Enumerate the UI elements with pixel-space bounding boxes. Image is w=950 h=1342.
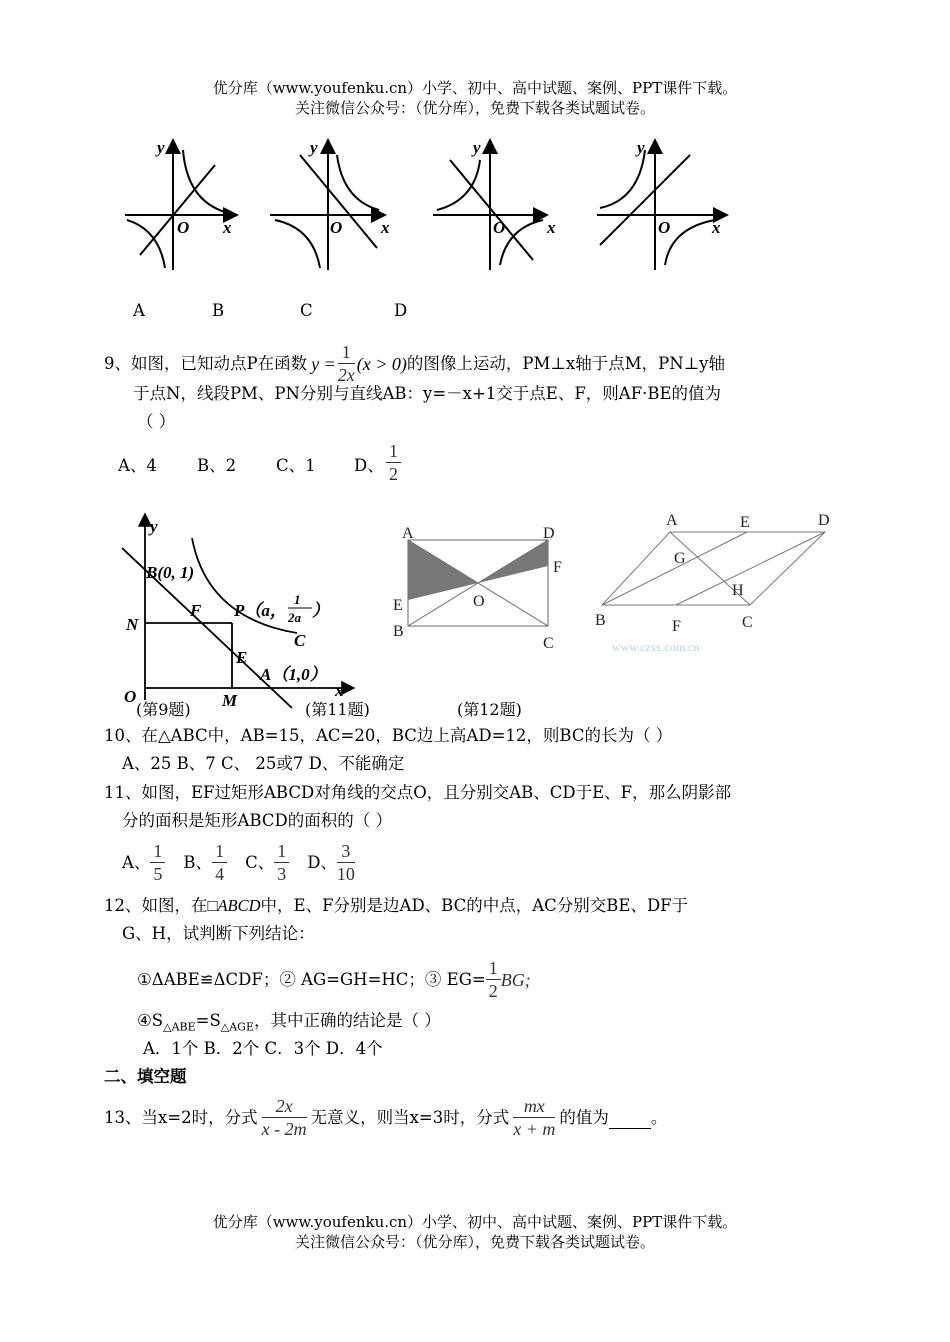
q12-concl1-text: ①ΔABE≌ΔCDF；② AG=GH=HC；③ EG= (137, 969, 486, 989)
q10-options: A、25 B、7 C、 25或7 D、不能确定 (122, 754, 405, 773)
q9-line1-pre: 9、如图，已知动点P在函数 (104, 353, 308, 373)
graph-label-c: C (300, 301, 313, 320)
header-line-1: 优分库（www.youfenku.cn）小学、初中、高中试题、案例、PPT课件下载。 (212, 79, 738, 97)
q9-optd-num: 1 (386, 440, 401, 463)
graph-d-x: x (712, 218, 721, 237)
q9-optd-den: 2 (389, 464, 398, 484)
fig9-m: M (222, 691, 238, 710)
q11-opt-b-label: B、 (183, 852, 213, 872)
caption-fig11: (第11题) (305, 700, 370, 719)
fig12-watermark: www.czsx.com.cn (612, 640, 700, 654)
fig9-c: C (294, 631, 306, 650)
q11-opt-b-den: 4 (215, 864, 225, 884)
q12-concl1-den: 2 (488, 981, 498, 1001)
q13-line (104, 1095, 667, 1140)
graph-options-figure (115, 120, 745, 280)
fig12-a: A (666, 512, 678, 529)
graph-b (270, 142, 383, 270)
fig12-g: G (674, 550, 686, 567)
q11-opt-c-label: C、 (245, 852, 275, 872)
q11-opt-b-num: 1 (212, 840, 227, 863)
q12-line1-post: 中，E、F分别是边AD、BC的中点，AC分别交BE、DF于 (260, 896, 689, 915)
q9-line-2: 于点N，线段PM、PN分别与直线AB：y=－x+1交于点E、F，则AF·BE的值为 (133, 384, 722, 403)
graph-label-d: D (394, 301, 408, 320)
q12-conclusion-1 (137, 957, 531, 1002)
graph-b-y: y (310, 138, 318, 157)
q12-line1-pre: 12、如图，在 (104, 896, 208, 915)
q12-concl2-eq: =S (195, 1011, 221, 1030)
figure-11 (388, 518, 578, 658)
graph-a-y: y (157, 138, 165, 157)
q11-opt-a-den: 5 (153, 864, 163, 884)
q11-opt-c-num: 1 (274, 840, 289, 863)
q11-opt-d-frac (337, 840, 355, 885)
q9-line1-post: 的图像上运动，PM⊥x轴于点M，PN⊥y轴 (406, 353, 725, 373)
figure-9 (112, 508, 362, 713)
q9-line-3: （ ） (137, 412, 176, 431)
q9-option-a: A、4 (118, 456, 157, 475)
q12-concl2-sub2: △AGE (220, 1020, 255, 1034)
q9-func-num: 1 (338, 341, 355, 364)
q9-option-d-fraction (386, 440, 401, 485)
q11-line-1: 11、如图，EF过矩形ABCD对角线的交点O，且分别交AB、CD于E、F，那么阴影部 (104, 783, 732, 802)
q11-line-2: 分的面积是矩形ABCD的面积的（ ） (122, 811, 392, 830)
q12-conclusion-2 (137, 1010, 441, 1038)
q9-func-fraction (338, 341, 355, 386)
q12-line-2: G、H，试判断下列结论： (122, 924, 315, 943)
footer-line-1: 优分库（www.youfenku.cn）小学、初中、高中试题、案例、PPT课件下载。 (212, 1213, 738, 1231)
fig11-f: F (553, 559, 562, 576)
graph-c-origin: O (493, 218, 506, 237)
q12-concl2-s1: ④S (137, 1011, 164, 1030)
q12-options: A．1个 B．2个 C．3个 D．4个 (143, 1039, 383, 1058)
graph-c-x: x (547, 218, 556, 237)
graph-d-y: y (637, 138, 645, 157)
caption-fig12: (第12题) (457, 700, 522, 719)
q11-opt-d-den: 10 (336, 864, 355, 884)
fig9-a: A（1,0） (260, 665, 327, 684)
fig11-a: A (402, 525, 414, 542)
q13-fraction-2 (513, 1095, 555, 1140)
q9-func-den: 2x (337, 365, 355, 385)
q12-concl2-tail: ，其中正确的结论是（ ） (254, 1011, 441, 1030)
fig12-e: E (740, 514, 750, 531)
q12-parallelogram: □ABCD (207, 896, 261, 915)
fig9-p-close: ） (312, 601, 329, 620)
fig9-f: F (190, 601, 202, 620)
fig11-o: O (473, 593, 485, 610)
fig9-x: x (335, 681, 344, 700)
q11-opt-a-frac (150, 840, 165, 885)
q13-fraction-1 (262, 1095, 307, 1140)
q13-f1-den: x - 2m (261, 1119, 307, 1139)
graph-d (597, 142, 725, 270)
graph-b-origin: O (330, 218, 343, 237)
q11-opt-a-num: 1 (150, 840, 165, 863)
q12-concl1-tail: BG; (500, 969, 531, 990)
q9-option-c: C、1 (276, 456, 316, 475)
fig12-c: C (742, 614, 753, 631)
graph-a-origin: O (177, 218, 190, 237)
q11-opt-a-label: A、 (122, 852, 151, 872)
q13-pre: 13、当x=2时，分式 (104, 1107, 258, 1127)
graph-b-x: x (381, 218, 390, 237)
q13-f1-num: 2x (262, 1095, 307, 1118)
fig12-b: B (595, 612, 606, 629)
q9-func-y: y = (311, 353, 336, 374)
q11-opt-c-den: 3 (277, 864, 287, 884)
q9-option-d: D、 (354, 456, 384, 475)
q12-line-1 (104, 895, 688, 917)
fig9-o: O (124, 687, 137, 706)
section-2-title: 二、填空题 (104, 1067, 187, 1086)
fig9-p: P（a， (234, 601, 287, 620)
q11-options (122, 840, 355, 885)
caption-fig9: (第9题) (136, 700, 191, 719)
graph-label-a: A (133, 301, 145, 320)
fig9-y: y (150, 517, 158, 536)
graph-c (433, 142, 545, 270)
q12-concl2-sub1: △ABE (163, 1020, 196, 1034)
fig9-n: N (126, 615, 139, 634)
fig9-e: E (236, 648, 248, 667)
q13-f2-num: mx (513, 1095, 555, 1118)
q11-opt-d-label: D、 (307, 852, 337, 872)
graph-c-y: y (473, 138, 481, 157)
q9-func-domain: (x > 0) (356, 353, 407, 374)
header-line-2: 关注微信公众号：（优分库），免费下载各类试题试卷。 (294, 99, 655, 117)
q9-line-1 (104, 341, 725, 386)
q11-opt-d-num: 3 (337, 840, 355, 863)
q9-option-b: B、2 (197, 456, 237, 475)
q13-answer-blank[interactable] (609, 1106, 651, 1129)
footer-line-2: 关注微信公众号：（优分库），免费下载各类试题试卷。 (294, 1233, 655, 1251)
q12-concl1-num: 1 (486, 957, 501, 980)
fig12-f: F (672, 618, 681, 635)
q13-end: 。 (650, 1107, 668, 1127)
q13-post: 的值为 (559, 1107, 609, 1127)
fig9-p-num: 1 (294, 592, 301, 607)
q13-mid: 无意义，则当x=3时，分式 (310, 1107, 510, 1127)
q10-stem: 10、在△ABC中，AB=15，AC=20，BC边上高AD=12，则BC的长为（ ） (104, 726, 673, 745)
fig12-h: H (732, 582, 744, 599)
fig11-d: D (543, 525, 555, 542)
figure-12 (590, 505, 840, 655)
graph-d-origin: O (658, 218, 671, 237)
graph-label-b: B (212, 301, 225, 320)
q12-concl1-frac (486, 957, 501, 1002)
graph-a (125, 142, 235, 270)
fig12-d: D (818, 512, 830, 529)
q11-opt-b-frac (212, 840, 227, 885)
fig9-p-den: 2a (288, 610, 301, 625)
fig11-c: C (543, 635, 554, 652)
fig9-b: B(0, 1) (146, 563, 195, 582)
fig11-e: E (393, 597, 403, 614)
q11-opt-c-frac (274, 840, 289, 885)
graph-a-x: x (223, 218, 232, 237)
fig11-b: B (393, 623, 404, 640)
q13-f2-den: x + m (513, 1119, 556, 1139)
